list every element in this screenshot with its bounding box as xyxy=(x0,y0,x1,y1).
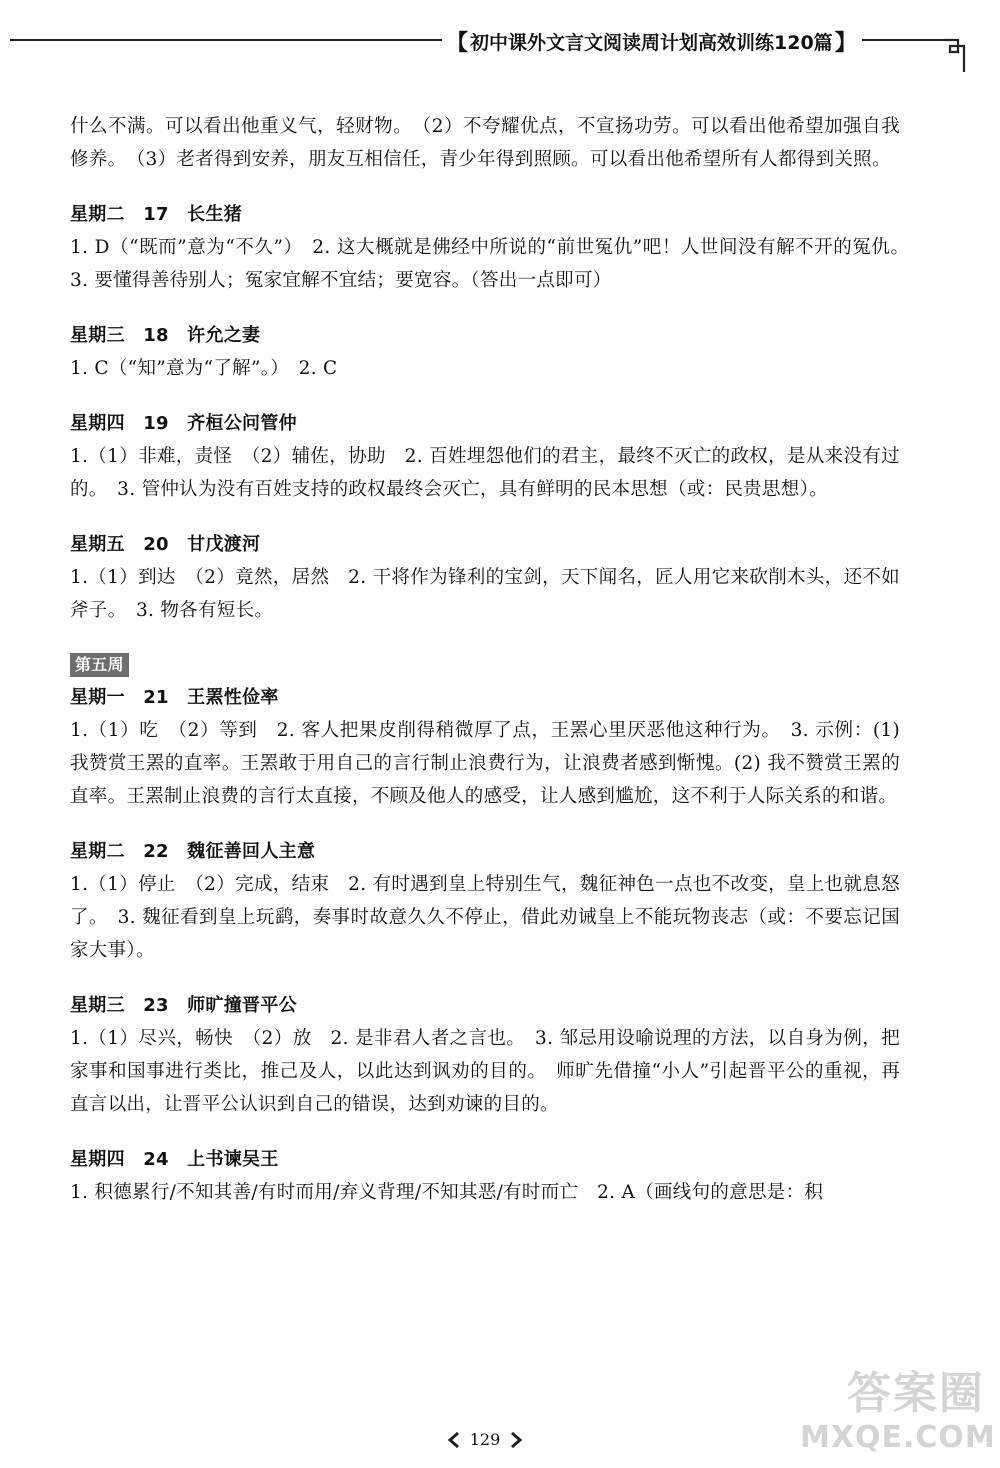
section-body: 1.（1）吃 （2）等到 2. 客人把果皮削得稍微厚了点，王罴心里厌恶他这种行为。 3. 示例：(1) 我赞赏王罴的直率。王罴敢于用自己的言行制止浪费行为，让浪费者感到惭愧。(2) 我不赞赏王罴的直率。王罴制止浪费的言行太直接，不顾及他人的感受，让人感到尴尬，这不利于人际关系的和谐。 xyxy=(70,720,900,807)
section-body: 1.（1）停止 （2）完成，结束 2. 有时遇到皇上特别生气，魏征神色一点也不改变，皇上也就息怒了。 3. 魏征看到皇上玩鹞，奏事时故意久久不停止，借此劝诫皇上不能玩物丧志（或：不要忘记国家大事）。 xyxy=(70,874,900,961)
chevron-right-icon xyxy=(506,1431,524,1449)
section-heading: 星期二 22 魏征善回人主意 xyxy=(70,841,316,862)
section-thursday-24 xyxy=(70,1143,900,1209)
section-friday-20 xyxy=(70,528,900,627)
section-body: 1. 积德累行/不知其善/有时而用/弃义背理/不知其恶/有时而亡 2. A（画线句的意思是：积 xyxy=(70,1182,824,1203)
section-heading: 星期三 23 师旷撞晋平公 xyxy=(70,995,297,1016)
answer-content xyxy=(70,110,919,1209)
section-wednesday-18 xyxy=(70,319,900,385)
section-body: 1.（1）到达 （2）竟然，居然 2. 干将作为锋利的宝剑，天下闻名，匠人用它来砍削木头，还不如斧子。 3. 物各有短长。 xyxy=(70,567,900,621)
section-body: 1. C（“知”意为“了解”。） 2. C xyxy=(70,358,338,379)
header-bracket-left: 【 xyxy=(446,30,469,56)
header-bracket-right: 】 xyxy=(834,30,857,56)
section-monday-21 xyxy=(70,681,900,813)
chevron-left-icon xyxy=(446,1431,464,1449)
section-thursday-19 xyxy=(70,407,900,506)
watermark-title: 答案圈 xyxy=(847,1368,985,1419)
page-header xyxy=(446,26,857,56)
section-heading: 星期二 17 长生猪 xyxy=(70,204,243,225)
page-footer xyxy=(440,1430,530,1449)
intro-paragraph: 什么不满。可以看出他重义气，轻财物。 （2）不夸耀优点，不宣扬功劳。可以看出他希望加强自我修养。 （3）老者得到安养，朋友互相信任，青少年得到照顾。可以看出他希望所有人都得到关照。 xyxy=(70,116,900,170)
watermark xyxy=(800,1368,996,1463)
section-body: 1. D（“既而”意为“不久”） 2. 这大概就是佛经中所说的“前世冤仇”吧！人世间没有解不开的冤仇。 3. 要懂得善待别人；冤家宜解不宜结；要宽容。（答出一点即可） xyxy=(70,237,919,291)
section-body: 1.（1）尽兴，畅快 （2）放 2. 是非君人者之言也。 3. 邹忌用设喻说理的方法，以自身为例，把家事和国事进行类比，推己及人，以此达到讽劝的目的。 师旷先借撞“小人”引起晋平公的重视，再直言以出，让晋平公认识到自己的错误，达到劝谏的目的。 xyxy=(70,1028,900,1115)
week-label: 第五周 xyxy=(70,653,129,677)
section-wednesday-23 xyxy=(70,989,900,1121)
page-number: 129 xyxy=(469,1430,501,1449)
section-tuesday-17 xyxy=(70,198,919,297)
header-rule-right xyxy=(862,39,950,41)
corner-ornament-icon xyxy=(942,32,968,80)
section-tuesday-22 xyxy=(70,835,900,967)
book-title: 初中课外文言文阅读周计划高效训练120篇 xyxy=(470,31,833,54)
watermark-url: MXQE.COM xyxy=(800,1420,996,1455)
section-body: 1.（1）非难，责怪 （2）辅佐，协助 2. 百姓埋怨他们的君主，最终不灭亡的政权，是从来没有过的。 3. 管仲认为没有百姓支持的政权最终会灭亡，具有鲜明的民本思想（或：民贵思想）。 xyxy=(70,446,900,500)
section-heading: 星期三 18 许允之妻 xyxy=(70,325,261,346)
section-heading: 星期一 21 王罴性俭率 xyxy=(70,687,279,708)
section-heading: 星期四 19 齐桓公问管仲 xyxy=(70,413,297,434)
section-heading: 星期四 24 上书谏吴王 xyxy=(70,1149,279,1170)
header-rule-left xyxy=(10,39,442,41)
section-heading: 星期五 20 甘戊渡河 xyxy=(70,534,261,555)
